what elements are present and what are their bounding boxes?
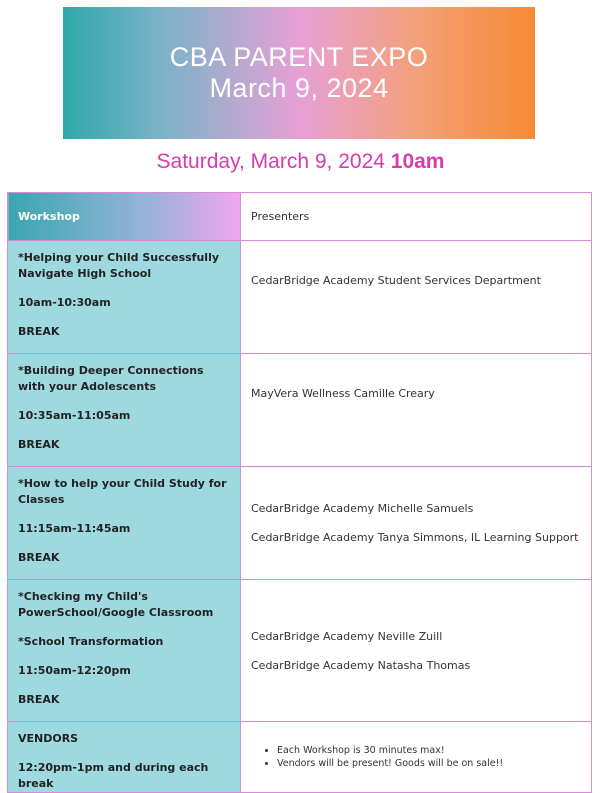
vendors-title: VENDORS — [18, 732, 79, 745]
workshop-break: BREAK — [18, 551, 60, 564]
table-header-row — [8, 193, 592, 241]
presenters-cell — [241, 467, 592, 580]
workshop-title-2: *School Transformation — [18, 635, 164, 648]
table-row — [8, 354, 592, 467]
notes-list — [251, 744, 591, 770]
table-row — [8, 580, 592, 722]
banner-date: March 9, 2024 — [209, 73, 389, 103]
workshop-title: *How to help your Child Study for Classes — [18, 477, 227, 506]
vendors-cell — [8, 722, 241, 793]
workshop-cell — [8, 580, 241, 722]
banner-title: CBA PARENT EXPO — [169, 42, 429, 72]
presenter: CedarBridge Academy Michelle Samuels — [251, 502, 474, 515]
subtitle-time: 10am — [390, 150, 445, 173]
list-item: • Each Workshop is 30 minutes max! — [277, 744, 591, 757]
presenter: CedarBridge Academy Student Services Department — [251, 274, 541, 287]
workshop-time: 11:50am-12:20pm — [18, 664, 131, 677]
header-presenters: Presenters — [241, 193, 592, 241]
workshop-cell — [8, 354, 241, 467]
list-item: • Vendors will be present! Goods will be on sale!! — [277, 757, 591, 770]
vendors-time: 12:20pm-1pm and during each break — [18, 761, 209, 790]
presenters-cell — [241, 241, 592, 354]
workshop-time: 10am-10:30am — [18, 296, 111, 309]
workshop-title: *Checking my Child's PowerSchool/Google Classroom — [18, 590, 214, 619]
presenter: CedarBridge Academy Tanya Simmons, IL Learning Support — [251, 531, 579, 544]
workshop-title: *Helping your Child Successfully Navigate High School — [18, 251, 220, 280]
presenters-cell — [241, 580, 592, 722]
subtitle-date: Saturday, March 9, 2024 — [156, 150, 385, 173]
presenter: CedarBridge Academy Natasha Thomas — [251, 658, 471, 672]
table-row — [8, 467, 592, 580]
notes-cell — [241, 722, 592, 793]
schedule-table — [7, 192, 592, 793]
presenters-cell — [241, 354, 592, 467]
expo-banner — [63, 7, 535, 139]
workshop-cell — [8, 241, 241, 354]
workshop-break: BREAK — [18, 438, 60, 451]
workshop-time: 11:15am-11:45am — [18, 522, 131, 535]
workshop-time: 10:35am-11:05am — [18, 409, 131, 422]
event-subtitle — [0, 150, 601, 174]
presenter: MayVera Wellness Camille Creary — [251, 387, 435, 400]
workshop-break: BREAK — [18, 693, 60, 706]
vendors-row — [8, 722, 592, 793]
presenter: CedarBridge Academy Neville Zuill — [251, 629, 443, 643]
header-workshop: Workshop — [8, 193, 241, 241]
table-row — [8, 241, 592, 354]
workshop-title: *Building Deeper Connections with your Adolescents — [18, 364, 204, 393]
workshop-break: BREAK — [18, 325, 60, 338]
workshop-cell — [8, 467, 241, 580]
